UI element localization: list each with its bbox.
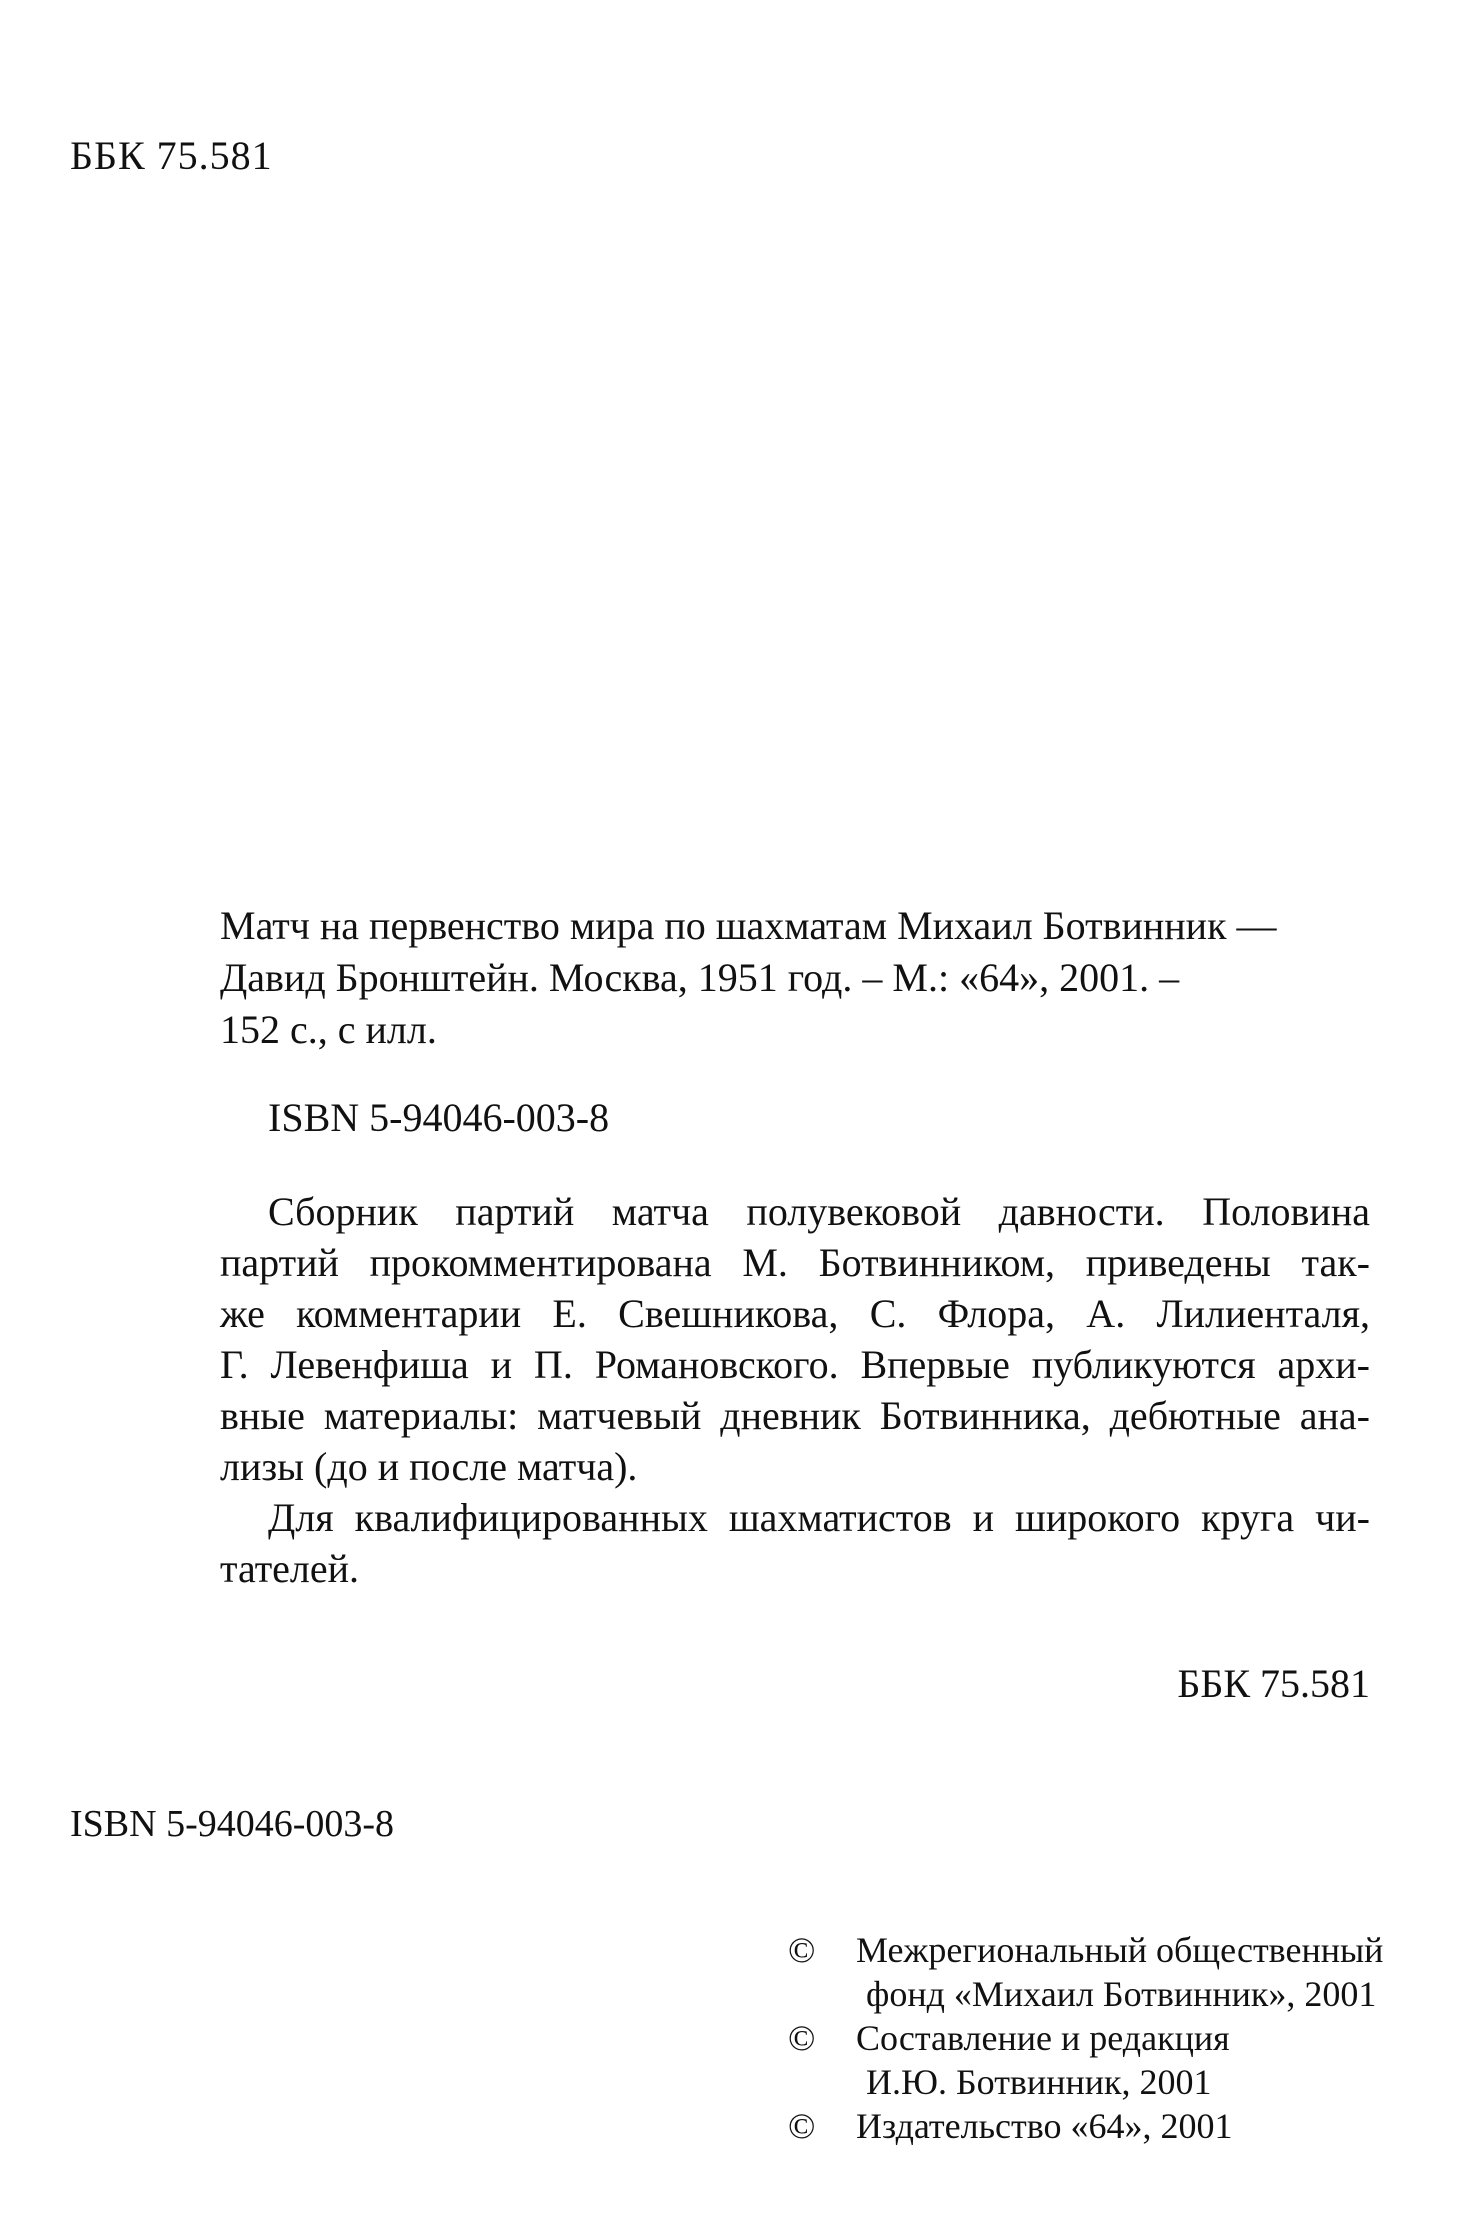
- copyright-icon: ©: [788, 1930, 816, 1970]
- annotation-line: лизы (до и после матча).: [220, 1444, 638, 1489]
- annotation-line: тателей.: [220, 1546, 360, 1591]
- annotation-line: Для квалифицированных шахматистов и широкого круга чи-: [268, 1495, 1370, 1540]
- copyright-holder: Межрегиональный общественный: [856, 1930, 1384, 1970]
- bibliographic-description: [220, 900, 1370, 1056]
- annotation: [220, 1186, 1370, 1594]
- biblio-line: 152 с., с илл.: [220, 1007, 437, 1052]
- annotation-line: Сборник партий матча полувековой давности. Половина: [268, 1189, 1370, 1234]
- annotation-line: партий прокомментирована М. Ботвинником, приведены так-: [220, 1240, 1370, 1285]
- copyright-notices: [788, 1928, 1383, 2148]
- bbk-code-right: ББК 75.581: [1177, 1661, 1370, 1706]
- copyright-icon: ©: [788, 2106, 816, 2146]
- annotation-line: вные материалы: матчевый дневник Ботвинника, дебютные ана-: [220, 1393, 1370, 1438]
- isbn-bottom: ISBN 5-94046-003-8: [70, 1803, 395, 1845]
- copyright-holder-cont: фонд «Михаил Ботвинник», 2001: [866, 1974, 1377, 2014]
- copyright-entry: [788, 1928, 1383, 1972]
- annotation-line: же комментарии Е. Свешникова, С. Флора, А. Лилиенталя,: [220, 1291, 1370, 1336]
- bbk-code-top: ББК 75.581: [70, 133, 273, 178]
- copyright-entry: [788, 2104, 1383, 2148]
- copyright-icon: ©: [788, 2018, 816, 2058]
- copyright-holder-cont: И.Ю. Ботвинник, 2001: [866, 2062, 1212, 2102]
- copyright-entry: [788, 2016, 1383, 2060]
- biblio-line: Матч на первенство мира по шахматам Михаил Ботвинник —: [220, 903, 1277, 948]
- isbn-middle: ISBN 5-94046-003-8: [268, 1095, 610, 1140]
- biblio-line: Давид Бронштейн. Москва, 1951 год. – М.: «64», 2001. –: [220, 955, 1180, 1000]
- copyright-holder: Издательство «64», 2001: [856, 2106, 1233, 2146]
- annotation-line: Г. Левенфиша и П. Романовского. Впервые публикуются архи-: [220, 1342, 1370, 1387]
- copyright-holder: Составление и редакция: [856, 2018, 1230, 2058]
